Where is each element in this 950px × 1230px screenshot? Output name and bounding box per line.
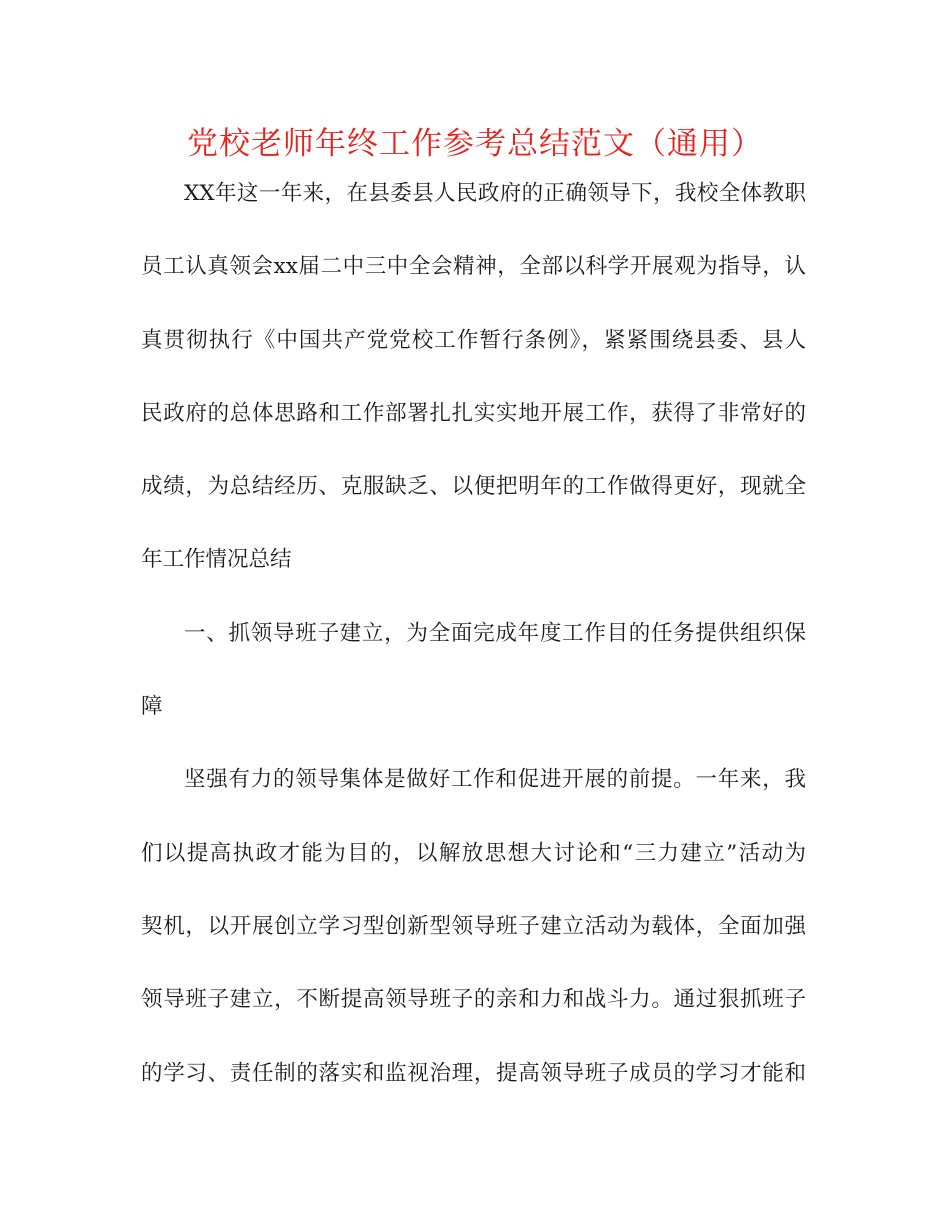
paragraph-line: 年工作情况总结 (141, 547, 292, 573)
paragraph-line: XX年这一年来，在县委县人民政府的正确领导下，我校全体教职 (184, 181, 806, 206)
paragraph-line: 领导班子建立，不断提高领导班子的亲和力和战斗力。通过狠抓班子 (141, 987, 806, 1013)
paragraph-line: 成绩，为总结经历、克服缺乏、以便把明年的工作做得更好，现就全 (141, 474, 806, 500)
section-heading-line: 障 (141, 694, 163, 720)
paragraph-line: 坚强有力的领导集体是做好工作和促进开展的前提。一年来，我 (184, 767, 806, 793)
document-title: 党校老师年终工作参考总结范文（通用） (187, 126, 763, 162)
paragraph-line: 民政府的总体思路和工作部署扎扎实实地开展工作，获得了非常好的 (141, 400, 806, 426)
paragraph-line: 真贯彻执行《中国共产党党校工作暂行条例》，紧紧围绕县委、县人 (141, 327, 806, 353)
paragraph-line: 的学习、责任制的落实和监视治理，提高领导班子成员的学习才能和 (141, 1060, 806, 1086)
document-body (141, 170, 806, 1123)
section-heading-line: 一、抓领导班子建立，为全面完成年度工作目的任务提供组织保 (184, 620, 806, 646)
paragraph-line: 们以提高执政才能为目的，以解放思想大讨论和“三力建立”活动为 (141, 840, 806, 866)
paragraph-line: 契机，以开展创立学习型创新型领导班子建立活动为载体，全面加强 (141, 913, 806, 939)
paragraph-line: 员工认真领会xx届二中三中全会精神，全部以科学开展观为指导，认 (141, 254, 806, 280)
